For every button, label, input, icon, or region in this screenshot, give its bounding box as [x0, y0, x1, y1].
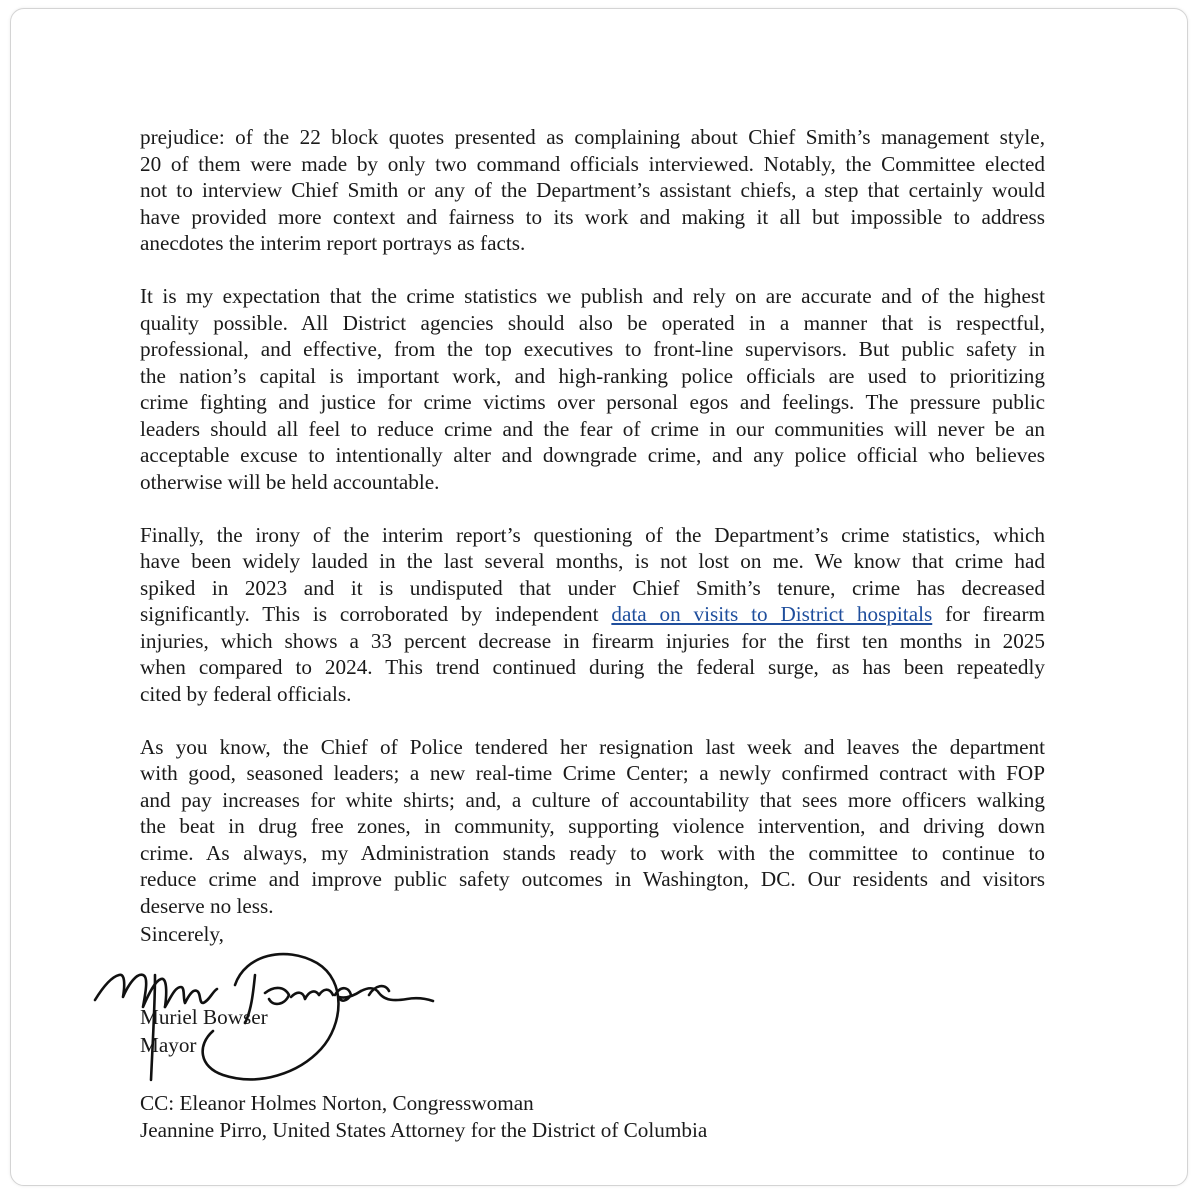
text-segment: for firearm	[932, 602, 1045, 626]
hospital-data-link[interactable]: data on visits to District hospitals	[611, 602, 933, 626]
text-line: when compared to 2024. This trend continued during the federal surge, as has been repeatedly	[140, 655, 1045, 679]
signer-name: Muriel Bowser	[140, 1005, 268, 1029]
text-line: As you know, the Chief of Police tendered her resignation last week and leaves the department	[140, 734, 1045, 759]
text-line: reduce crime and improve public safety outcomes in Washington, DC. Our residents and visitors	[140, 867, 1045, 891]
text-line: have been widely lauded in the last several months, is not lost on me. We know that crime had	[140, 549, 1045, 573]
closing: Sincerely,	[140, 922, 224, 946]
text-line: the beat in drug free zones, in community, supporting violence intervention, and driving down	[140, 814, 1045, 838]
signer-title: Mayor	[140, 1033, 197, 1057]
cc-block	[140, 1090, 707, 1144]
text-line: professional, and effective, from the top executives to front-line supervisors. But public safety in	[140, 337, 1045, 361]
text-line: acceptable excuse to intentionally alter and downgrade crime, and any police official who believes	[140, 443, 1045, 467]
cc-line: Jeannine Pirro, United States Attorney for the District of Columbia	[140, 1118, 708, 1142]
text-line: anecdotes the interim report portrays as facts.	[140, 231, 526, 255]
paragraph-3	[140, 522, 1045, 708]
text-line: cited by federal officials.	[140, 681, 352, 706]
text-line: quality possible. All District agencies should also be operated in a manner that is respectful,	[140, 310, 1045, 335]
text-line: not to interview Chief Smith or any of the Department’s assistant chiefs, a step that certainly would	[140, 178, 1045, 202]
text-line: crime fighting and justice for crime victims over personal egos and feelings. The pressure public	[140, 390, 1045, 414]
text-line: Finally, the irony of the interim report’s questioning of the Department’s crime statistics, which	[140, 522, 1045, 547]
text-line: It is my expectation that the crime statistics we publish and rely on are accurate and of the highest	[140, 284, 1045, 308]
text-segment: significantly. This is corroborated by independent	[140, 602, 612, 626]
text-line: prejudice: of the 22 block quotes presented as complaining about Chief Smith’s management style,	[140, 125, 1045, 149]
text-line-with-link	[140, 601, 1045, 628]
paragraph-1	[140, 124, 1045, 257]
text-line: spiked in 2023 and it is undisputed that under Chief Smith’s tenure, crime has decreased	[140, 575, 1045, 600]
text-line: crime. As always, my Administration stands ready to work with the committee to continue to	[140, 840, 1045, 865]
paragraph-2	[140, 283, 1045, 495]
text-line: and pay increases for white shirts; and, a culture of accountability that sees more officers walking	[140, 787, 1045, 812]
letter-body	[140, 124, 1045, 946]
text-line: the nation’s capital is important work, and high-ranking police officials are used to prioritizing	[140, 363, 1045, 388]
text-line: injuries, which shows a 33 percent decrease in firearm injuries for the first ten months in 2025	[140, 628, 1045, 653]
text-line: deserve no less.	[140, 893, 274, 918]
cc-line: CC: Eleanor Holmes Norton, Congresswoman	[140, 1091, 534, 1115]
paragraph-4	[140, 734, 1045, 920]
text-line: have provided more context and fairness to its work and making it all but impossible to address	[140, 204, 1045, 229]
text-line: otherwise will be held accountable.	[140, 469, 440, 494]
text-line: with good, seasoned leaders; a new real-time Crime Center; a newly confirmed contract with FOP	[140, 761, 1045, 785]
text-line: leaders should all feel to reduce crime and the fear of crime in our communities will never be an	[140, 416, 1045, 441]
signer-block	[140, 1003, 268, 1059]
text-line: 20 of them were made by only two command officials interviewed. Notably, the Committee elected	[140, 151, 1045, 176]
